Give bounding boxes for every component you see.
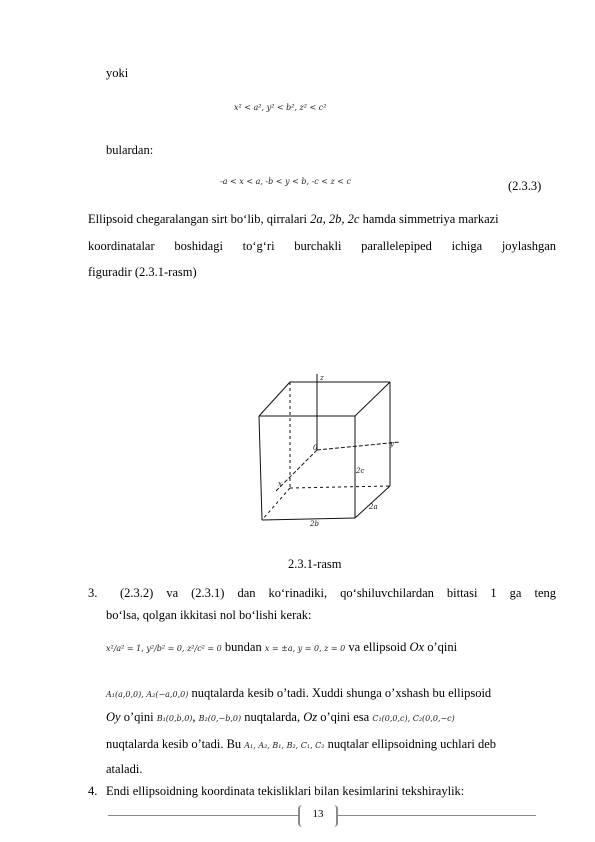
page-number: 13: [312, 808, 324, 820]
formula-axis-hit: x²/a² = 1, y²/b² = 0, z²/c² = 0: [106, 644, 222, 653]
item-3-number: 3.: [88, 586, 98, 600]
word-bulardan: bulardan:: [106, 143, 154, 157]
equation-number: (2.3.3): [508, 179, 542, 193]
label-2c: 2c: [356, 467, 365, 475]
text-line6-a: nuqtalarda kesib o’tadi. Bu: [106, 737, 245, 751]
para1-text-c: hamda simmetriya markazi: [359, 212, 499, 226]
figure-caption: 2.3.1-rasm: [288, 557, 342, 571]
footer-rule-right: [338, 815, 536, 816]
word-bundan: bundan: [221, 640, 265, 654]
formula-inequality-bounds: -a < x < a, -b < y < b, -c < z < c: [220, 177, 352, 186]
edge-top-left: [259, 382, 290, 416]
formula-inequality-squares: x² < a², y² < b², z² < c²: [234, 103, 327, 112]
points-a: A₁(a,0,0), A₂(−a,0,0): [106, 690, 189, 699]
paragraph-1-line-2: koordinatalar boshidagi to‘g‘ri burchakli parallelepiped ichiga joylashgan: [88, 239, 556, 253]
label-2b: 2b: [310, 520, 319, 528]
paragraph-1-line-3: figuradir (2.3.1-rasm): [88, 265, 197, 279]
para1-text-a: Ellipsoid chegaralangan sirt bo‘lib, qirralari: [88, 212, 311, 226]
comma: ,: [192, 710, 196, 724]
point-b2: B₂(0,−b,0): [198, 714, 242, 723]
edge-front-bottom: [262, 518, 355, 520]
edge-hidden-depth: [262, 488, 290, 520]
vertices-list: A₁, A₂, B₁, B₂, C₁, C₂: [244, 741, 325, 750]
axis-oz: Oz: [303, 710, 318, 724]
item-3-line-4: [106, 686, 491, 701]
label-x: x: [278, 480, 282, 488]
label-2a: 2a: [369, 503, 378, 511]
text-oqini-2: o’qini: [120, 710, 157, 724]
item-3-line-2: bo‘lsa, qolgan ikkitasi nol bo‘lishi kerak:: [106, 608, 312, 622]
item-3-line-6: [106, 737, 496, 752]
item-3-line-3: [106, 640, 457, 655]
label-y: y: [390, 440, 394, 448]
item-3-line-5: [106, 710, 455, 725]
axis-y: [317, 442, 400, 450]
parallelepiped-figure: [245, 368, 405, 533]
text-line4-rest: nuqtalarda kesib o’tadi. Xuddi shunga o’xshash bu ellipsoid: [188, 686, 492, 700]
item-4-text: Endi ellipsoidning koordinata tekisliklari bilan kesimlarini tekshiraylik:: [106, 784, 465, 798]
text-oqini: o’qini: [424, 640, 458, 654]
edge-top-right: [355, 382, 390, 416]
edge-front-left: [259, 416, 262, 520]
item-4-number: 4.: [88, 784, 98, 798]
word-yoki: yoki: [106, 66, 129, 80]
edge-bottom-right: [355, 486, 390, 518]
point-b1: B₁(0,b,0): [156, 714, 193, 723]
text-va-ellipsoid: va ellipsoid: [345, 640, 410, 654]
formula-solution: x = ±a, y = 0, z = 0: [264, 644, 346, 653]
text-nuqtalarda: nuqtalarda,: [241, 710, 304, 724]
text-oqini-esa: o’qini esa: [317, 710, 373, 724]
axis-ox: Ox: [409, 640, 425, 654]
label-origin: 0: [313, 444, 318, 452]
item-3-line-7: ataladi.: [106, 762, 143, 776]
footer-rule-left: [108, 815, 298, 816]
text-line6-b: nuqtalar ellipsoidning uchlari deb: [324, 737, 496, 751]
para1-edges: 2a, 2b, 2c: [310, 212, 360, 226]
edge-hidden-bottom: [290, 486, 390, 488]
points-c: C₁(0,0,c), C₂(0,0,−c): [372, 714, 455, 723]
paragraph-1-line-1: [88, 212, 499, 227]
label-z: z: [320, 374, 324, 382]
axis-oy: Oy: [106, 710, 121, 724]
item-3-line-1: (2.3.2) va (2.3.1) dan ko‘rinadiki, qo‘shiluvchilardan bittasi 1 ga teng: [120, 586, 556, 600]
